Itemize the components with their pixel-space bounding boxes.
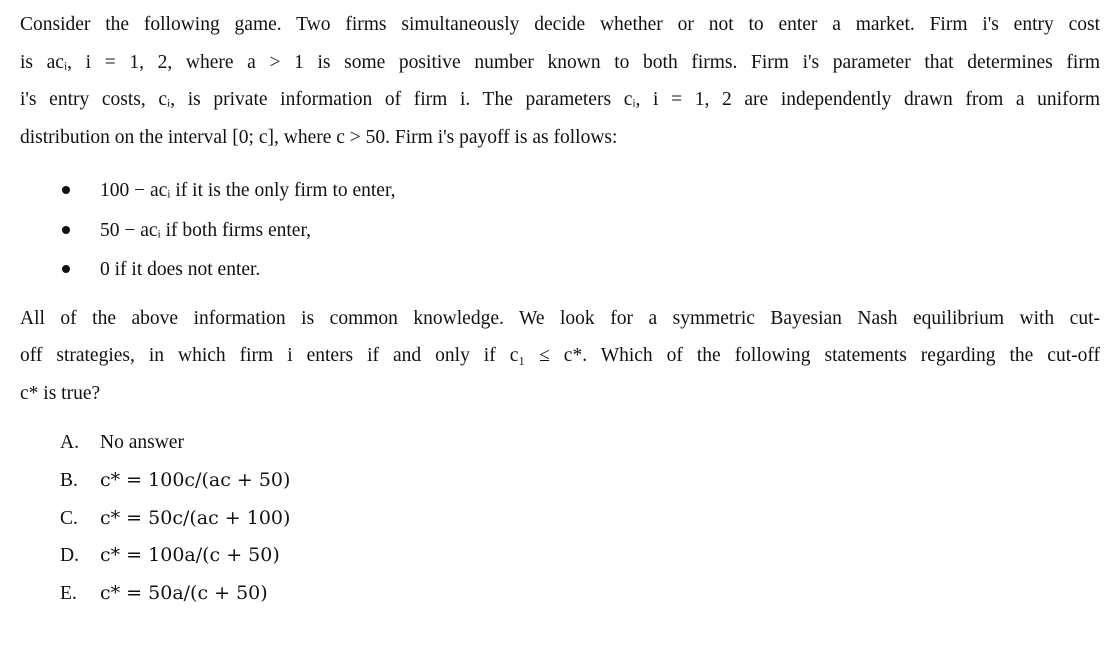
payoff-item (20, 211, 1100, 251)
payoff-text: 50 − acᵢ if both firms enter, (100, 219, 312, 241)
option-letter: B. (60, 469, 78, 491)
intro-line: i's entry costs, cᵢ, is private information of firm i. The parameters cᵢ, i = 1, 2 are independently drawn from a uniform (20, 89, 1100, 110)
answer-option[interactable] (20, 500, 1100, 538)
bullet-icon (62, 226, 70, 234)
option-letter: D. (60, 545, 79, 567)
bullet-icon (62, 265, 70, 273)
answer-option[interactable] (20, 537, 1100, 575)
option-text: c* = 50c/(ac + 100) (100, 506, 291, 529)
intro-line: distribution on the interval [0; c], where c > 50. Firm i's payoff is as follows: (20, 126, 618, 148)
option-text: c* = 100a/(c + 50) (100, 544, 280, 567)
payoff-list (20, 171, 1100, 290)
answer-options (20, 424, 1100, 613)
answer-option[interactable] (20, 424, 1100, 462)
option-letter: C. (60, 507, 78, 529)
question-intro (20, 6, 1100, 156)
option-letter: A. (60, 432, 79, 453)
bullet-icon (62, 186, 70, 194)
question-prompt (20, 300, 1100, 413)
payoff-item (20, 171, 1100, 211)
payoff-text: 100 − acᵢ if it is the only firm to enter, (100, 180, 396, 201)
answer-option[interactable] (20, 575, 1100, 613)
payoff-item (20, 250, 1100, 290)
intro-line: Consider the following game. Two firms simultaneously decide whether or not to enter a market. Firm i's entry cost (20, 14, 1100, 35)
prompt-line: All of the above information is common knowledge. We look for a symmetric Bayesian Nash equilibrium with cut- (20, 307, 1100, 329)
prompt-line: off strategies, in which firm i enters if and only if c₁ ≤ c*. Which of the following statements regarding the cut-off (20, 345, 1100, 366)
payoff-text: 0 if it does not enter. (100, 259, 261, 280)
question-document (20, 6, 1100, 613)
intro-line: is acᵢ, i = 1, 2, where a > 1 is some positive number known to both firms. Firm i's parameter that determines firm (20, 51, 1100, 73)
option-text: c* = 100c/(ac + 50) (100, 468, 291, 491)
option-letter: E. (60, 583, 77, 605)
prompt-line: c* is true? (20, 382, 101, 404)
option-text: No answer (100, 432, 184, 453)
option-text: c* = 50a/(c + 50) (100, 582, 268, 605)
answer-option[interactable] (20, 462, 1100, 500)
